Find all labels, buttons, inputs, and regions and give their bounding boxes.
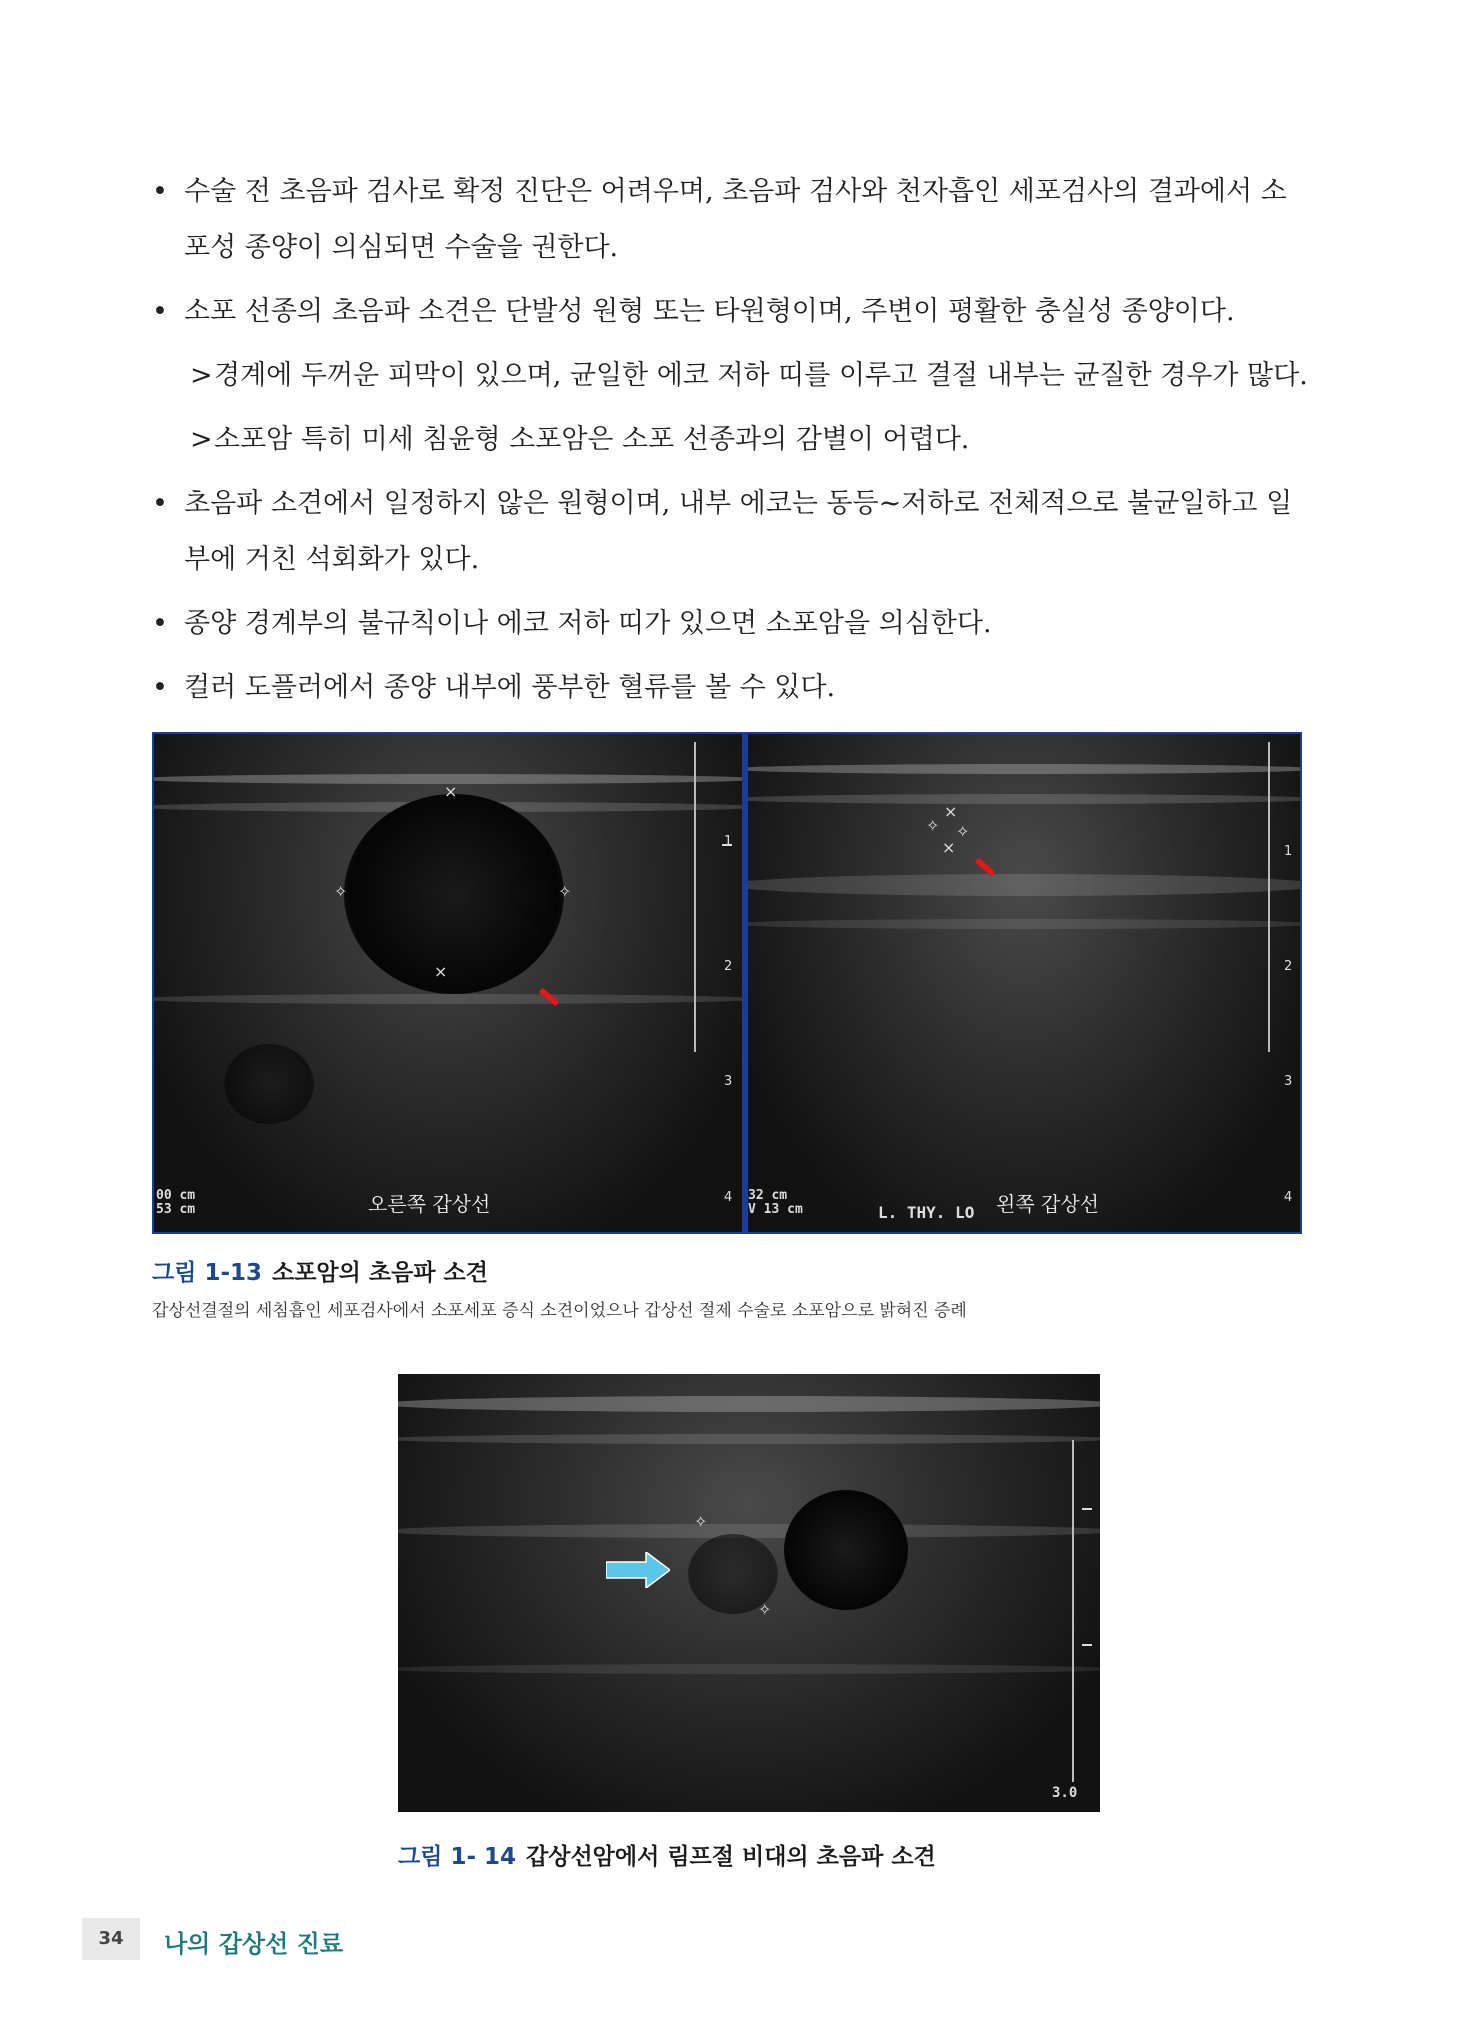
bullet-text: 종양 경계부의 불규칙이나 에코 저하 띠가 있으면 소포암을 의심한다.: [184, 608, 992, 639]
bullet-dot: •: [152, 608, 168, 639]
sub-text: 소포암 특히 미세 침윤형 소포암은 소포 선종과의 감별이 어렵다.: [214, 424, 970, 455]
depth-readout: 32 cm V 13 cm: [748, 1188, 803, 1217]
figure-13-caption: [152, 1254, 488, 1287]
caliper-marker: ✧: [758, 1600, 772, 1619]
depth-scale: [1268, 742, 1270, 1052]
sub-marker: >: [190, 360, 213, 391]
tissue-band: [748, 874, 1300, 896]
tissue-band: [398, 1434, 1100, 1444]
sub-item: [152, 412, 1332, 468]
bullet-list: [152, 164, 1332, 724]
bullet-item: [152, 660, 1332, 716]
scale-number: 1: [724, 834, 733, 849]
caliper-marker: ×: [434, 962, 448, 981]
caliper-marker: ×: [444, 782, 458, 801]
tissue-band: [154, 994, 742, 1004]
figure-number: 그림 1- 14: [398, 1844, 517, 1870]
ultrasound-right-thyroid: [154, 734, 742, 1232]
scale-number: 3: [1284, 1074, 1293, 1089]
scale-number: 4: [724, 1190, 733, 1205]
figure-14-caption: [398, 1838, 936, 1871]
bullet-item: [152, 284, 1332, 340]
bullet-text: 초음파 소견에서 일정하지 않은 원형이며, 내부 에코는 동등~저하로 전체적으로 불균일하고 일: [184, 488, 1293, 519]
figure-number: 그림 1-13: [152, 1260, 262, 1286]
caliper-marker: ×: [942, 838, 956, 857]
page-number: 34: [82, 1918, 140, 1960]
tissue-band: [748, 919, 1300, 929]
tissue-band: [398, 1396, 1100, 1412]
scale-tick: [1082, 1508, 1092, 1510]
bullet-dot: •: [152, 672, 168, 703]
depth-scale: [694, 742, 696, 1052]
sub-item: [152, 348, 1332, 404]
ultrasound-left-thyroid: [748, 734, 1300, 1232]
nodule: [224, 1044, 314, 1124]
figure-title: 갑상선암에서 림프절 비대의 초음파 소견: [526, 1844, 936, 1870]
scale-number: 3: [724, 1074, 733, 1089]
figure-14-ultrasound: [398, 1374, 1100, 1812]
scale-number: 2: [724, 959, 733, 974]
figure-13-description: 갑상선결절의 세침흡인 세포검사에서 소포세포 증식 소견이었으나 갑상선 절제 수술로 소포암으로 밝혀진 증례: [152, 1301, 967, 1321]
scale-end-label: 3.0: [1052, 1785, 1078, 1801]
blue-arrow-indicator: [606, 1552, 670, 1588]
depth-scale: [1072, 1440, 1074, 1782]
ultrasound-lymph-node: [398, 1374, 1100, 1812]
figure-13-ultrasound: [152, 732, 1302, 1234]
bullet-text: 부에 거친 석회화가 있다.: [184, 544, 480, 575]
panel-label-right-thyroid: 오른쪽 갑상선: [368, 1192, 491, 1216]
figure-title: 소포암의 초음파 소견: [272, 1260, 488, 1286]
bullet-text: 컬러 도플러에서 종양 내부에 풍부한 혈류를 볼 수 있다.: [184, 672, 836, 703]
bullet-item: [152, 164, 1332, 276]
scale-number: 2: [1284, 959, 1293, 974]
caliper-marker: ✧: [926, 816, 940, 835]
probe-tag: L. THY. LO: [878, 1203, 975, 1222]
bullet-dot: •: [152, 488, 168, 519]
scale-tick: [1082, 1644, 1092, 1646]
nodule: [344, 794, 564, 994]
tissue-band: [398, 1664, 1100, 1674]
caliper-marker: ×: [944, 802, 958, 821]
book-title: 나의 갑상선 진료: [164, 1930, 343, 1958]
bullet-item: [152, 476, 1332, 588]
sub-marker: >: [190, 424, 213, 455]
caliper-marker: ✧: [334, 882, 348, 901]
tissue-band: [748, 764, 1300, 774]
caliper-marker: ✧: [956, 822, 970, 841]
vessel: [784, 1490, 908, 1610]
bullet-dot: •: [152, 176, 168, 207]
bullet-text: 수술 전 초음파 검사로 확정 진단은 어려우며, 초음파 검사와 천자흡인 세포검사의 결과에서 소: [184, 176, 1287, 207]
bullet-text: 포성 종양이 의심되면 수술을 권한다.: [184, 232, 619, 263]
tissue-band: [748, 794, 1300, 804]
scale-number: 1: [1284, 844, 1293, 859]
scale-number: 4: [1284, 1190, 1293, 1205]
panel-label-left-thyroid: 왼쪽 갑상선: [996, 1192, 1099, 1216]
caliper-marker: ✧: [558, 882, 572, 901]
sub-text: 경계에 두꺼운 피막이 있으며, 균일한 에코 저하 띠를 이루고 결절 내부는 균질한 경우가 많다.: [214, 360, 1308, 391]
bullet-dot: •: [152, 296, 168, 327]
bullet-text: 소포 선종의 초음파 소견은 단발성 원형 또는 타원형이며, 주변이 평활한 충실성 종양이다.: [184, 296, 1235, 327]
bullet-item: [152, 596, 1332, 652]
depth-readout: 00 cm 53 cm: [156, 1188, 196, 1217]
caliper-marker: ✧: [694, 1512, 708, 1531]
